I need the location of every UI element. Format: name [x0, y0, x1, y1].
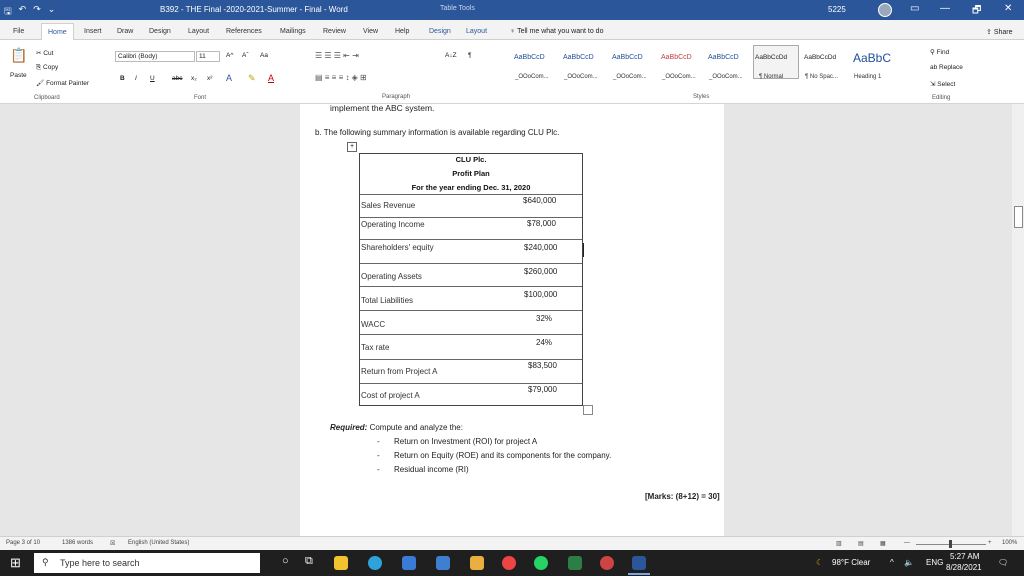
- close-icon[interactable]: ✕: [1004, 3, 1013, 14]
- format-painter-label: Format Painter: [46, 80, 90, 87]
- style-item[interactable]: [659, 45, 705, 79]
- cut-label: Cut: [43, 50, 54, 57]
- required-label: Required:: [330, 423, 368, 432]
- table-row-label: Tax rate: [361, 343, 390, 352]
- copy-label: Copy: [43, 64, 59, 71]
- strikethrough-button[interactable]: abc: [172, 75, 183, 82]
- search-placeholder: Type here to search: [60, 558, 140, 568]
- minimize-icon[interactable]: —: [940, 3, 950, 14]
- style-name: _OOoCom...: [613, 74, 647, 80]
- style-name: _OOoCom...: [709, 74, 743, 80]
- zoom-in-icon[interactable]: +: [988, 540, 992, 546]
- paste-button[interactable]: Paste: [10, 72, 27, 79]
- style-item-heading1[interactable]: [850, 45, 896, 79]
- active-app-indicator: [628, 573, 650, 575]
- tab-review[interactable]: Review: [323, 28, 346, 35]
- cut-button[interactable]: ✂ Cut: [36, 50, 54, 57]
- style-item[interactable]: [610, 45, 656, 79]
- zoom-slider-thumb[interactable]: [949, 540, 952, 548]
- search-icon: ⚲: [42, 557, 49, 567]
- quick-access-toolbar: [4, 4, 55, 20]
- avatar[interactable]: [878, 3, 892, 17]
- tab-draw[interactable]: Draw: [117, 28, 134, 35]
- table-row-value: $260,000: [524, 267, 558, 276]
- table-row-label: Total Liabilities: [361, 296, 414, 305]
- title-bar: [0, 0, 1024, 20]
- style-preview: AaBbCcD: [612, 54, 643, 61]
- font-color-icon[interactable]: A: [268, 73, 275, 83]
- chrome-icon[interactable]: [502, 556, 516, 570]
- mail-icon[interactable]: [436, 556, 450, 570]
- replace-label: Replace: [939, 64, 963, 71]
- weather-icon: ☾: [816, 558, 824, 567]
- align-icons[interactable]: ▤ ≡ ≡ ≡ ↕ ◈ ⊞: [315, 73, 367, 82]
- tab-file[interactable]: File: [13, 28, 25, 35]
- store-icon[interactable]: [402, 556, 416, 570]
- ribbon-tabs: [0, 20, 1024, 40]
- share-icon: ⇪: [986, 29, 994, 36]
- table-row-label: WACC: [361, 320, 386, 329]
- word-count[interactable]: 1386 words: [62, 540, 94, 546]
- style-name: ¶ No Spac...: [805, 74, 838, 80]
- previous-text-line: implement the ABC system.: [330, 103, 435, 113]
- volume-icon[interactable]: 🔈: [904, 558, 914, 567]
- superscript-button[interactable]: x²: [207, 75, 213, 82]
- table-row-label: Sales Revenue: [361, 201, 416, 210]
- table-row-value: 32%: [536, 314, 553, 323]
- whatsapp-icon[interactable]: [534, 556, 548, 570]
- required-line: [330, 423, 463, 432]
- zoom-out-icon[interactable]: —: [904, 540, 910, 546]
- required-text: Compute and analyze the:: [367, 423, 463, 432]
- ribbon-display-icon[interactable]: ▭: [910, 3, 920, 14]
- style-name: ¶ Normal: [759, 74, 784, 80]
- file-explorer-icon[interactable]: [334, 556, 348, 570]
- style-name: _OOoCom...: [564, 74, 598, 80]
- style-preview: AaBbCcDd: [804, 54, 837, 61]
- table-row-label: Shareholders' equity: [361, 243, 434, 252]
- font-name-select[interactable]: Calibri (Body): [115, 51, 195, 62]
- bullet-dash: -: [377, 451, 380, 460]
- style-preview: AaBbCcD: [661, 54, 692, 61]
- change-case-button[interactable]: Aa: [260, 52, 268, 59]
- web-layout-icon[interactable]: ▦: [880, 541, 886, 547]
- bullet-dash: -: [377, 437, 380, 446]
- share-button[interactable]: [986, 28, 1013, 36]
- table-row-value: $100,000: [524, 290, 558, 299]
- taskbar-search[interactable]: [34, 553, 260, 573]
- style-preview: AaBbCcD: [708, 54, 739, 61]
- style-item[interactable]: [706, 45, 752, 79]
- print-layout-icon[interactable]: ▤: [858, 541, 864, 547]
- calculator-icon[interactable]: [568, 556, 582, 570]
- tab-table-design[interactable]: Design: [429, 28, 451, 35]
- table-row-value: $78,000: [527, 219, 556, 228]
- weather-text[interactable]: 98°F Clear: [832, 558, 871, 567]
- restore-icon[interactable]: 🗗: [972, 5, 982, 16]
- shrink-font-button[interactable]: Aˇ: [242, 52, 249, 59]
- photos-icon[interactable]: [470, 556, 484, 570]
- document-title: B392 - THE Final -2020-2021-Summer - Final - Word: [160, 5, 348, 14]
- edge-icon[interactable]: [368, 556, 382, 570]
- style-item[interactable]: [512, 45, 558, 79]
- table-row-value: $79,000: [528, 385, 557, 394]
- select-icon: ⇲: [930, 81, 938, 88]
- style-preview: AaBbCcDd: [755, 54, 788, 61]
- redo-icon[interactable]: ↷: [33, 4, 41, 14]
- tell-me-label: Tell me what you want to do: [517, 28, 604, 35]
- bullet-dash: -: [377, 465, 380, 474]
- format-painter-button[interactable]: 🖌 Format Painter: [36, 80, 90, 87]
- table-resize-handle[interactable]: [583, 405, 593, 415]
- proofing-icon[interactable]: ☒: [110, 541, 116, 547]
- font-size-select[interactable]: 11: [196, 51, 220, 62]
- bold-button[interactable]: B: [120, 75, 125, 82]
- undo-icon[interactable]: ↶: [18, 4, 27, 14]
- replace-button[interactable]: [930, 64, 963, 71]
- table-plan: Profit Plan: [452, 169, 490, 178]
- tab-view[interactable]: View: [363, 28, 379, 35]
- status-bar: [0, 536, 1024, 550]
- table-company: CLU Plc.: [455, 155, 487, 164]
- tab-mailings[interactable]: Mailings: [280, 28, 306, 35]
- text-cursor: [583, 243, 584, 257]
- question-b: b. The following summary information is available regarding CLU Plc.: [315, 128, 560, 137]
- italic-button[interactable]: I: [135, 75, 137, 82]
- word-icon[interactable]: [632, 556, 646, 570]
- bullets-icon[interactable]: ☰ ☰ ☰ ⇤ ⇥: [315, 51, 359, 60]
- scrollbar-thumb[interactable]: [1014, 206, 1023, 228]
- table-row-value: $83,500: [528, 361, 557, 370]
- page-count[interactable]: Page 3 of 10: [6, 540, 41, 546]
- tray-chevron-icon[interactable]: ^: [890, 558, 894, 567]
- language-label[interactable]: English (United States): [128, 540, 190, 546]
- tab-references[interactable]: References: [226, 28, 262, 35]
- sort-button[interactable]: A↓Z: [445, 52, 457, 59]
- style-item-normal[interactable]: [753, 45, 799, 79]
- table-row-value: 24%: [536, 338, 553, 347]
- language-indicator[interactable]: ENG: [926, 558, 944, 567]
- table-row-value: $640,000: [523, 196, 557, 205]
- underline-button[interactable]: U: [150, 75, 155, 82]
- style-name: _OOoCom...: [515, 74, 549, 80]
- show-formatting-button[interactable]: ¶: [468, 52, 472, 59]
- table-move-handle[interactable]: +: [347, 142, 357, 152]
- bullet-roi: Return on Investment (ROI) for project A: [394, 437, 538, 446]
- select-button[interactable]: [930, 80, 955, 88]
- tab-layout[interactable]: Layout: [188, 28, 210, 35]
- table-row-label: Operating Assets: [361, 272, 422, 281]
- taskbar: [0, 550, 1024, 576]
- styles-group-label: Styles: [693, 94, 710, 100]
- clock-time[interactable]: 5:27 AM: [950, 552, 980, 561]
- cortana-icon[interactable]: ○: [282, 555, 289, 567]
- zoom-level[interactable]: 100%: [1002, 540, 1018, 546]
- customize-qat-icon[interactable]: ⌄: [47, 4, 56, 14]
- bullet-ri: Residual income (RI): [394, 465, 469, 474]
- windows-start-icon[interactable]: ⊞: [10, 555, 21, 570]
- user-id: 5225: [828, 5, 846, 14]
- table-row-label: Return from Project A: [361, 367, 438, 376]
- app-icon[interactable]: [600, 556, 614, 570]
- replace-icon: ab: [930, 64, 940, 71]
- style-item[interactable]: [561, 45, 607, 79]
- table-row-label: Cost of project A: [361, 391, 420, 400]
- table-row-value: $240,000: [524, 243, 558, 252]
- find-label: Find: [936, 49, 950, 56]
- table-row-label: Operating Income: [361, 220, 425, 229]
- clock-date[interactable]: 8/28/2021: [946, 563, 982, 572]
- text-effects-icon[interactable]: A: [226, 73, 233, 83]
- tell-me-search[interactable]: [510, 28, 603, 35]
- style-preview: AaBbCcD: [514, 54, 545, 61]
- editing-group-label: Editing: [932, 95, 951, 101]
- copy-button[interactable]: ⎘ Copy: [36, 64, 59, 71]
- save-icon[interactable]: 🖫: [4, 6, 12, 16]
- paste-icon[interactable]: 📋: [10, 47, 28, 63]
- style-preview: AaBbCcD: [563, 54, 594, 61]
- find-button[interactable]: [930, 48, 949, 56]
- tab-help[interactable]: Help: [395, 28, 410, 35]
- tab-design[interactable]: Design: [149, 28, 171, 35]
- select-label: Select: [937, 81, 956, 88]
- table-tools-title: Table Tools: [440, 5, 475, 12]
- vertical-scrollbar[interactable]: [1012, 104, 1024, 536]
- search-icon: ⚲: [930, 49, 937, 56]
- task-view-icon[interactable]: ⧉: [305, 555, 313, 567]
- paragraph-group-label: Paragraph: [382, 94, 411, 100]
- read-mode-icon[interactable]: ▥: [836, 541, 842, 547]
- tab-table-layout[interactable]: Layout: [466, 28, 488, 35]
- highlight-icon[interactable]: ✎: [248, 73, 256, 83]
- notification-icon[interactable]: 🗨: [998, 558, 1009, 567]
- font-group-label: Font: [194, 95, 207, 101]
- share-label: Share: [993, 29, 1013, 36]
- subscript-button[interactable]: x₂: [191, 75, 197, 82]
- table-period: For the year ending Dec. 31, 2020: [411, 183, 531, 192]
- style-name: _OOoCom...: [662, 74, 696, 80]
- marks-label: [Marks: (8+12) = 30]: [645, 492, 720, 501]
- tab-home[interactable]: Home: [41, 23, 74, 40]
- style-name: Heading 1: [854, 74, 882, 80]
- style-preview: AaBbC: [853, 51, 892, 65]
- tab-insert[interactable]: Insert: [84, 28, 102, 35]
- bullet-roe: Return on Equity (ROE) and its components for the company.: [394, 451, 612, 460]
- clipboard-group-label: Clipboard: [34, 95, 60, 101]
- grow-font-button[interactable]: A^: [226, 52, 234, 59]
- style-item[interactable]: [802, 45, 848, 79]
- lightbulb-icon: ♀: [510, 28, 518, 35]
